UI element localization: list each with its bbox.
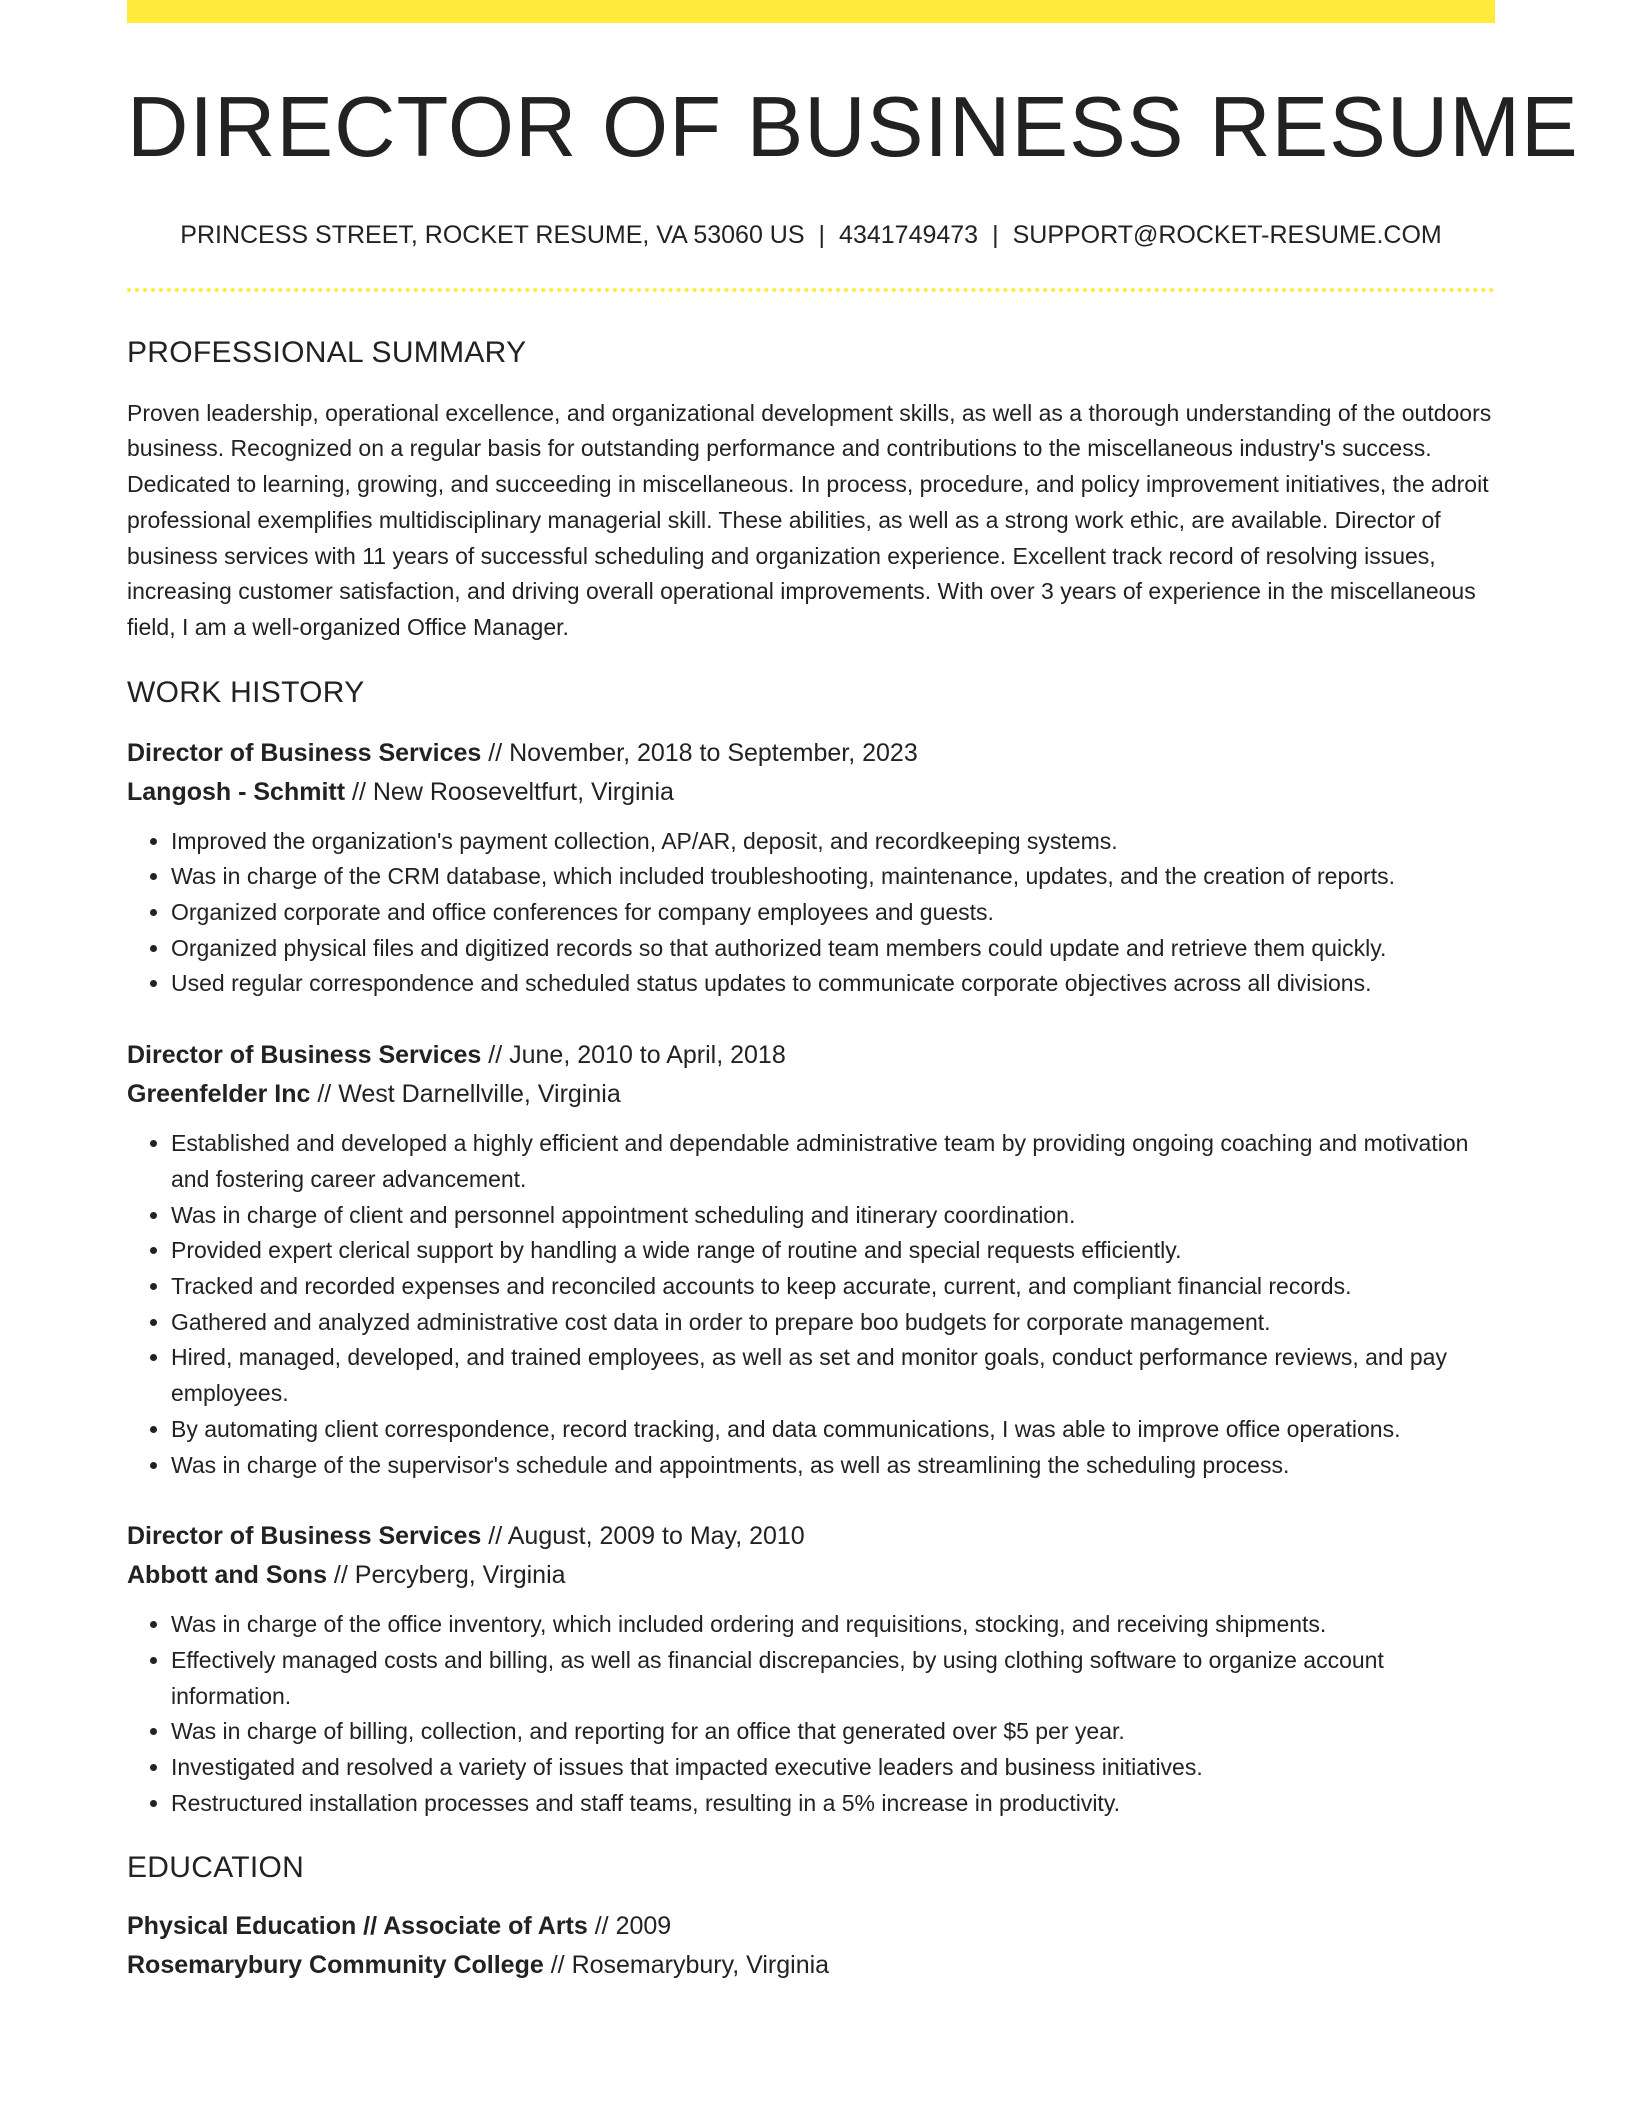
field-separator: // — [543, 1951, 572, 1980]
education-year: 2009 — [615, 1912, 672, 1941]
job-bullets — [127, 824, 1495, 1003]
job-title: Director of Business Services — [127, 1522, 482, 1551]
job-entry — [127, 734, 1495, 1003]
list-item: • Was in charge of the supervisor's schedule and appointments, as well as streamlining the scheduling process. — [171, 1448, 1495, 1484]
list-item: • Established and developed a highly efficient and dependable administrative team by providing ongoing coaching and motivation and fostering career advancement. — [171, 1126, 1495, 1197]
education-degree-line — [127, 1907, 1495, 1946]
job-dates: August, 2009 to May, 2010 — [507, 1522, 805, 1551]
list-item: • Organized physical files and digitized records so that authorized team members could update and retrieve them quickly. — [171, 931, 1495, 967]
job-dates: June, 2010 to April, 2018 — [509, 1041, 786, 1070]
list-item: • Was in charge of the office inventory, which included ordering and requisitions, stocking, and receiving shipments. — [171, 1607, 1495, 1643]
job-company: Greenfelder Inc — [127, 1080, 311, 1109]
job-company: Abbott and Sons — [127, 1561, 327, 1590]
job-dates: November, 2018 to September, 2023 — [509, 738, 918, 767]
job-location: West Darnellville, Virginia — [338, 1080, 621, 1109]
resume-page — [127, 0, 1579, 1985]
job-bullets — [127, 1126, 1495, 1483]
list-item: • Improved the organization's payment collection, AP/AR, deposit, and recordkeeping systems. — [171, 824, 1495, 860]
summary-heading: PROFESSIONAL SUMMARY — [127, 335, 527, 369]
list-item: • Restructured installation processes and staff teams, resulting in a 5% increase in productivity. — [171, 1786, 1495, 1822]
contact-address: PRINCESS STREET, ROCKET RESUME, VA 53060 US — [180, 220, 805, 249]
job-title-line — [127, 734, 1495, 773]
job-entry — [127, 1036, 1495, 1483]
job-title: Director of Business Services — [127, 1041, 482, 1070]
education-location: Rosemarybury, Virginia — [571, 1951, 830, 1980]
field-separator: // — [481, 738, 510, 767]
list-item: • Hired, managed, developed, and trained employees, as well as set and monitor goals, conduct performance reviews, and pay employees. — [171, 1340, 1495, 1411]
list-item: • Was in charge of client and personnel appointment scheduling and itinerary coordination. — [171, 1198, 1495, 1234]
job-title-line — [127, 1517, 1495, 1556]
list-item: • Effectively managed costs and billing, as well as financial discrepancies, by using clothing software to organize account information. — [171, 1643, 1495, 1714]
education-heading: EDUCATION — [127, 1851, 305, 1885]
job-company-line — [127, 773, 1495, 812]
resume-title: DIRECTOR OF BUSINESS RESUME — [127, 80, 1579, 175]
job-location: New Rooseveltfurt, Virginia — [372, 777, 674, 806]
job-company: Langosh - Schmitt — [127, 777, 346, 806]
list-item: • Was in charge of billing, collection, and reporting for an office that generated over $5 per year. — [171, 1714, 1495, 1750]
field-separator: // — [310, 1080, 339, 1109]
field-separator: // — [326, 1561, 355, 1590]
education-school-line — [127, 1946, 1495, 1985]
contact-separator: | — [818, 220, 826, 249]
job-title: Director of Business Services — [127, 738, 482, 767]
field-separator: // — [481, 1522, 508, 1551]
summary-text: Proven leadership, operational excellence, and organizational development skills, as well as a thorough understanding of the outdoors business. Recognized on a regular basis for outstanding performance and contributions to the miscellaneous industry's success. Dedicated to learning, growing, and succeeding in miscellaneous. In process, procedure, and policy improvement initiatives, the adroit professional exemplifies multidisciplinary managerial skill. These abilities, as well as a strong work ethic, are available. Director of business services with 11 years of successful scheduling and organization experience. Excellent track record of resolving issues, increasing customer satisfaction, and driving overall operational improvements. With over 3 years of experience in the miscellaneous field, I am a well-organized Office Manager. — [127, 399, 1492, 640]
list-item: • Investigated and resolved a variety of issues that impacted executive leaders and business initiatives. — [171, 1750, 1495, 1786]
job-company-line — [127, 1556, 1495, 1595]
dotted-divider — [127, 288, 1495, 292]
contact-separator: | — [992, 220, 999, 249]
job-company-line — [127, 1075, 1495, 1114]
contact-phone: 4341749473 — [839, 220, 979, 249]
education-degree: Physical Education // Associate of Arts — [127, 1912, 588, 1941]
education-entry — [127, 1907, 1495, 1985]
list-item: • Provided expert clerical support by handling a wide range of routine and special requests efficiently. — [171, 1233, 1495, 1269]
list-item: • Used regular correspondence and scheduled status updates to communicate corporate objectives across all divisions. — [171, 966, 1495, 1002]
list-item: • Gathered and analyzed administrative cost data in order to prepare boo budgets for corporate management. — [171, 1305, 1495, 1341]
list-item: • Was in charge of the CRM database, which included troubleshooting, maintenance, updates, and the creation of reports. — [171, 859, 1495, 895]
contact-email: SUPPORT@ROCKET-RESUME.COM — [1012, 220, 1442, 249]
list-item: • By automating client correspondence, record tracking, and data communications, I was able to improve office operations. — [171, 1412, 1495, 1448]
contact-line — [127, 221, 1495, 250]
job-title-line — [127, 1036, 1495, 1075]
job-bullets — [127, 1607, 1495, 1821]
job-location: Percyberg, Virginia — [354, 1561, 566, 1590]
education-school: Rosemarybury Community College — [127, 1951, 544, 1980]
field-separator: // — [345, 777, 373, 806]
field-separator: // — [481, 1041, 510, 1070]
work-history-list — [127, 734, 1495, 1822]
field-separator: // — [587, 1912, 616, 1941]
list-item: • Organized corporate and office conferences for company employees and guests. — [171, 895, 1495, 931]
accent-top-bar — [127, 0, 1495, 23]
work-history-heading: WORK HISTORY — [127, 675, 365, 709]
job-entry — [127, 1517, 1495, 1821]
list-item: • Tracked and recorded expenses and reconciled accounts to keep accurate, current, and compliant financial records. — [171, 1269, 1495, 1305]
